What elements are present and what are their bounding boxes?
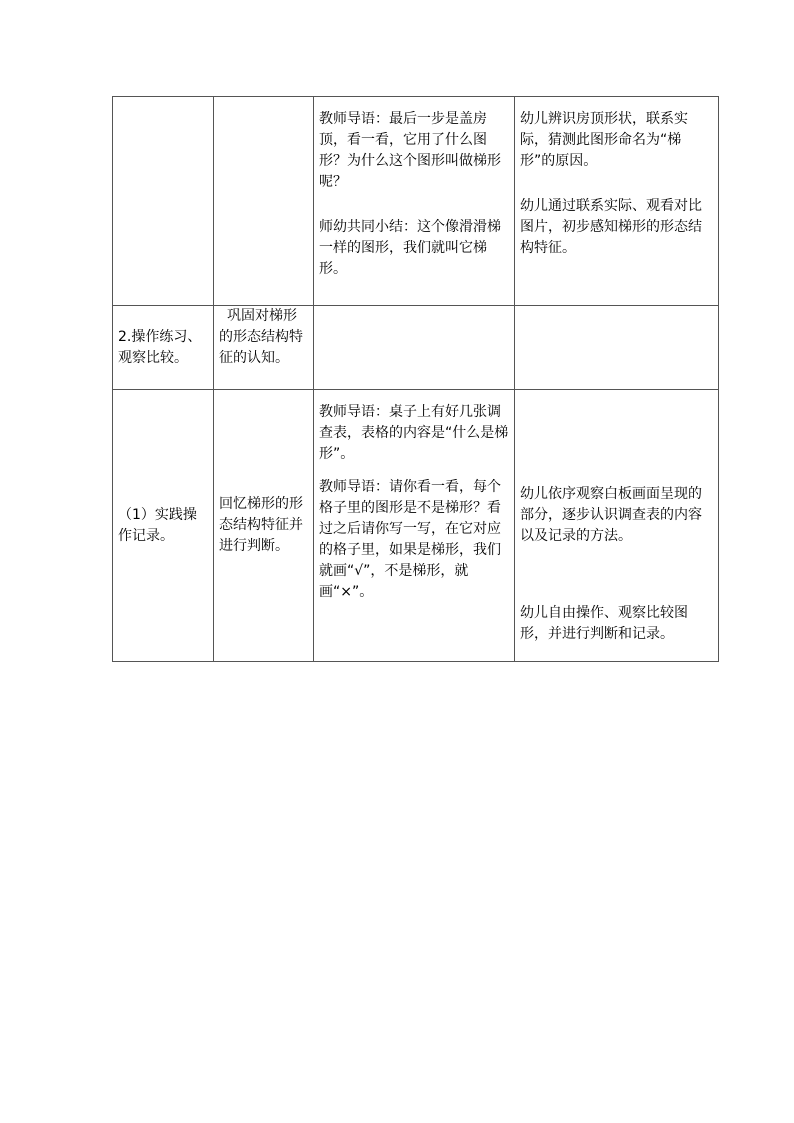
stage-text: 2.操作练习、观察比较。 [118, 328, 202, 366]
child-activity-text: 幼儿辨识房顶形状，联系实际，猜测此图形命名为“梯形”的原因。 [520, 111, 688, 169]
child-activity-text: 幼儿依序观察白板画面呈现的部分，逐步认识调查表的内容以及记录的方法。 [520, 486, 702, 544]
child-activity-text: 幼儿通过联系实际、观看对比图片，初步感知梯形的形态结构特征。 [520, 198, 702, 256]
goal-cell [214, 390, 314, 662]
stage-cell [113, 306, 214, 390]
teacher-guide-text: 教师导语：桌子上有好几张调查表，表格的内容是“什么是梯形”。 [319, 404, 509, 462]
teacher-activity-cell [314, 97, 515, 306]
table-row [113, 97, 719, 306]
lesson-plan-table [112, 96, 719, 662]
stage-text: （1）实践操作记录。 [118, 506, 197, 544]
teacher-guide-text: 教师导语：最后一步是盖房顶，看一看，它用了什么图形？为什么这个图形叫做梯形呢？ [319, 111, 501, 190]
goal-text: 回忆梯形的形态结构特征并进行判断。 [219, 496, 303, 554]
table-row [113, 306, 719, 390]
stage-cell [113, 97, 214, 306]
child-activity-cell [515, 306, 719, 390]
teacher-summary-text: 师幼共同小结：这个像滑滑梯一样的图形，我们就叫它梯形。 [319, 219, 501, 277]
teacher-activity-cell [314, 306, 515, 390]
teacher-activity-cell [314, 390, 515, 662]
goal-text: 巩固对梯形的形态结构特征的认知。 [219, 308, 303, 366]
child-activity-text: 幼儿自由操作、观察比较图形，并进行判断和记录。 [520, 605, 688, 642]
child-activity-cell [515, 390, 719, 662]
teacher-guide-text: 教师导语：请你看一看，每个格子里的图形是不是梯形？看过之后请你写一写，在它对应的格子里，如果是梯形，我们就画“√”，不是梯形，就画“×”。 [319, 479, 501, 600]
goal-cell [214, 306, 314, 390]
child-activity-cell [515, 97, 719, 306]
table-row [113, 390, 719, 662]
stage-cell [113, 390, 214, 662]
goal-cell [214, 97, 314, 306]
